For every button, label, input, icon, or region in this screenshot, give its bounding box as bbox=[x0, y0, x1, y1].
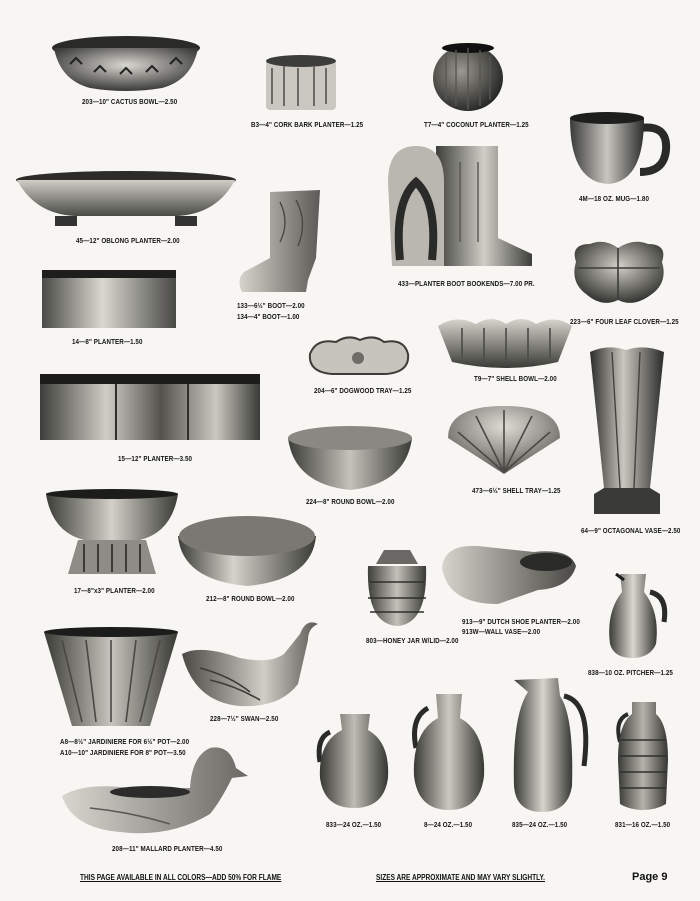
jug-8-photo bbox=[410, 692, 488, 812]
boot-photo bbox=[236, 188, 326, 296]
caption-swan: 228—7½" SWAN—2.50 bbox=[210, 714, 279, 723]
caption-coconut-planter: T7—4" COCONUT PLANTER—1.25 bbox=[424, 120, 529, 129]
octagonal-vase-photo bbox=[588, 344, 666, 520]
swan-photo bbox=[180, 614, 320, 710]
pitcher-10oz-photo bbox=[606, 572, 670, 660]
caption-mallard-planter: 208—11" MALLARD PLANTER—4.50 bbox=[112, 844, 223, 853]
dutch-shoe-planter-photo bbox=[438, 538, 578, 606]
caption-cactus-bowl: 203—10" CACTUS BOWL—2.50 bbox=[82, 97, 178, 106]
caption-four-leaf-clover: 223—6" FOUR LEAF CLOVER—1.25 bbox=[570, 317, 679, 326]
caption-jardiniere-a8: A8—8½" JARDINIERE FOR 6½" POT—2.00 bbox=[60, 737, 190, 746]
dogwood-tray-photo bbox=[306, 334, 412, 378]
round-bowl-212-photo bbox=[176, 514, 318, 590]
caption-boot-bookends: 433—PLANTER BOOT BOOKENDS—7.00 PR. bbox=[398, 279, 535, 288]
round-bowl-224-photo bbox=[286, 424, 414, 492]
caption-shell-tray: 473—6½" SHELL TRAY—1.25 bbox=[472, 486, 561, 495]
caption-oblong-planter: 45—12" OBLONG PLANTER—2.00 bbox=[76, 236, 180, 245]
boot-bookends-photo bbox=[386, 142, 534, 272]
oblong-planter-photo bbox=[15, 170, 237, 228]
caption-mug: 4M—18 OZ. MUG—1.80 bbox=[579, 194, 649, 203]
jug-833-photo bbox=[316, 712, 392, 810]
shell-tray-photo bbox=[444, 402, 564, 478]
footer-colors-note: THIS PAGE AVAILABLE IN ALL COLORS—ADD 50% FOR FLAME bbox=[80, 873, 282, 882]
caption-round-bowl-224: 224—8" ROUND BOWL—2.00 bbox=[306, 497, 395, 506]
coconut-planter-photo bbox=[432, 40, 504, 112]
caption-boot-6-half: 133—6½" BOOT—2.00 bbox=[237, 301, 305, 310]
footer-sizes-note: SIZES ARE APPROXIMATE AND MAY VARY SLIGHTLY. bbox=[376, 873, 546, 882]
four-leaf-clover-photo bbox=[568, 238, 670, 308]
caption-octagonal-vase: 64—9" OCTAGONAL VASE—2.50 bbox=[581, 526, 681, 535]
planter-12-photo bbox=[38, 372, 262, 444]
caption-planter-8x3: 17—8"x3" PLANTER—2.00 bbox=[74, 586, 155, 595]
caption-planter-12: 15—12" PLANTER—3.50 bbox=[118, 454, 193, 463]
caption-dutch-shoe-planter: 913—9" DUTCH SHOE PLANTER—2.00 bbox=[462, 617, 580, 626]
honey-jar-photo bbox=[364, 548, 430, 628]
caption-pitcher-10oz: 838—10 OZ. PITCHER—1.25 bbox=[588, 668, 673, 677]
cork-bark-planter-photo bbox=[264, 54, 338, 112]
planter-8-photo bbox=[40, 268, 178, 330]
caption-boot-4: 134—4" BOOT—1.00 bbox=[237, 312, 300, 321]
caption-jug-833: 833—24 OZ.—1.50 bbox=[326, 820, 382, 829]
jardiniere-photo bbox=[42, 626, 180, 730]
jug-831-photo bbox=[616, 700, 670, 812]
caption-jug-8: 8—24 OZ.—1.50 bbox=[424, 820, 473, 829]
caption-round-bowl-212: 212—8" ROUND BOWL—2.00 bbox=[206, 594, 295, 603]
jug-835-photo bbox=[508, 676, 590, 814]
caption-jug-831: 831—16 OZ.—1.50 bbox=[615, 820, 671, 829]
shell-bowl-photo bbox=[436, 312, 574, 370]
cactus-bowl-photo bbox=[50, 34, 202, 92]
caption-jug-835: 835—24 OZ.—1.50 bbox=[512, 820, 568, 829]
caption-shell-bowl: T9—7" SHELL BOWL—2.00 bbox=[474, 374, 557, 383]
caption-honey-jar: 803—HONEY JAR W/LID—2.00 bbox=[366, 636, 459, 645]
caption-wall-vase: 913W—WALL VASE—2.00 bbox=[462, 627, 541, 636]
caption-jardiniere-a10: A10—10" JARDINIERE FOR 8" POT—3.50 bbox=[60, 748, 186, 757]
mallard-planter-photo bbox=[60, 742, 250, 838]
page-number: Page 9 bbox=[632, 871, 668, 883]
caption-planter-8: 14—8" PLANTER—1.50 bbox=[72, 337, 143, 346]
caption-dogwood-tray: 204—6" DOGWOOD TRAY—1.25 bbox=[314, 386, 412, 395]
planter-8x3-photo bbox=[44, 488, 180, 578]
mug-photo bbox=[568, 110, 670, 188]
caption-cork-bark-planter: B3—4" CORK BARK PLANTER—1.25 bbox=[251, 120, 364, 129]
